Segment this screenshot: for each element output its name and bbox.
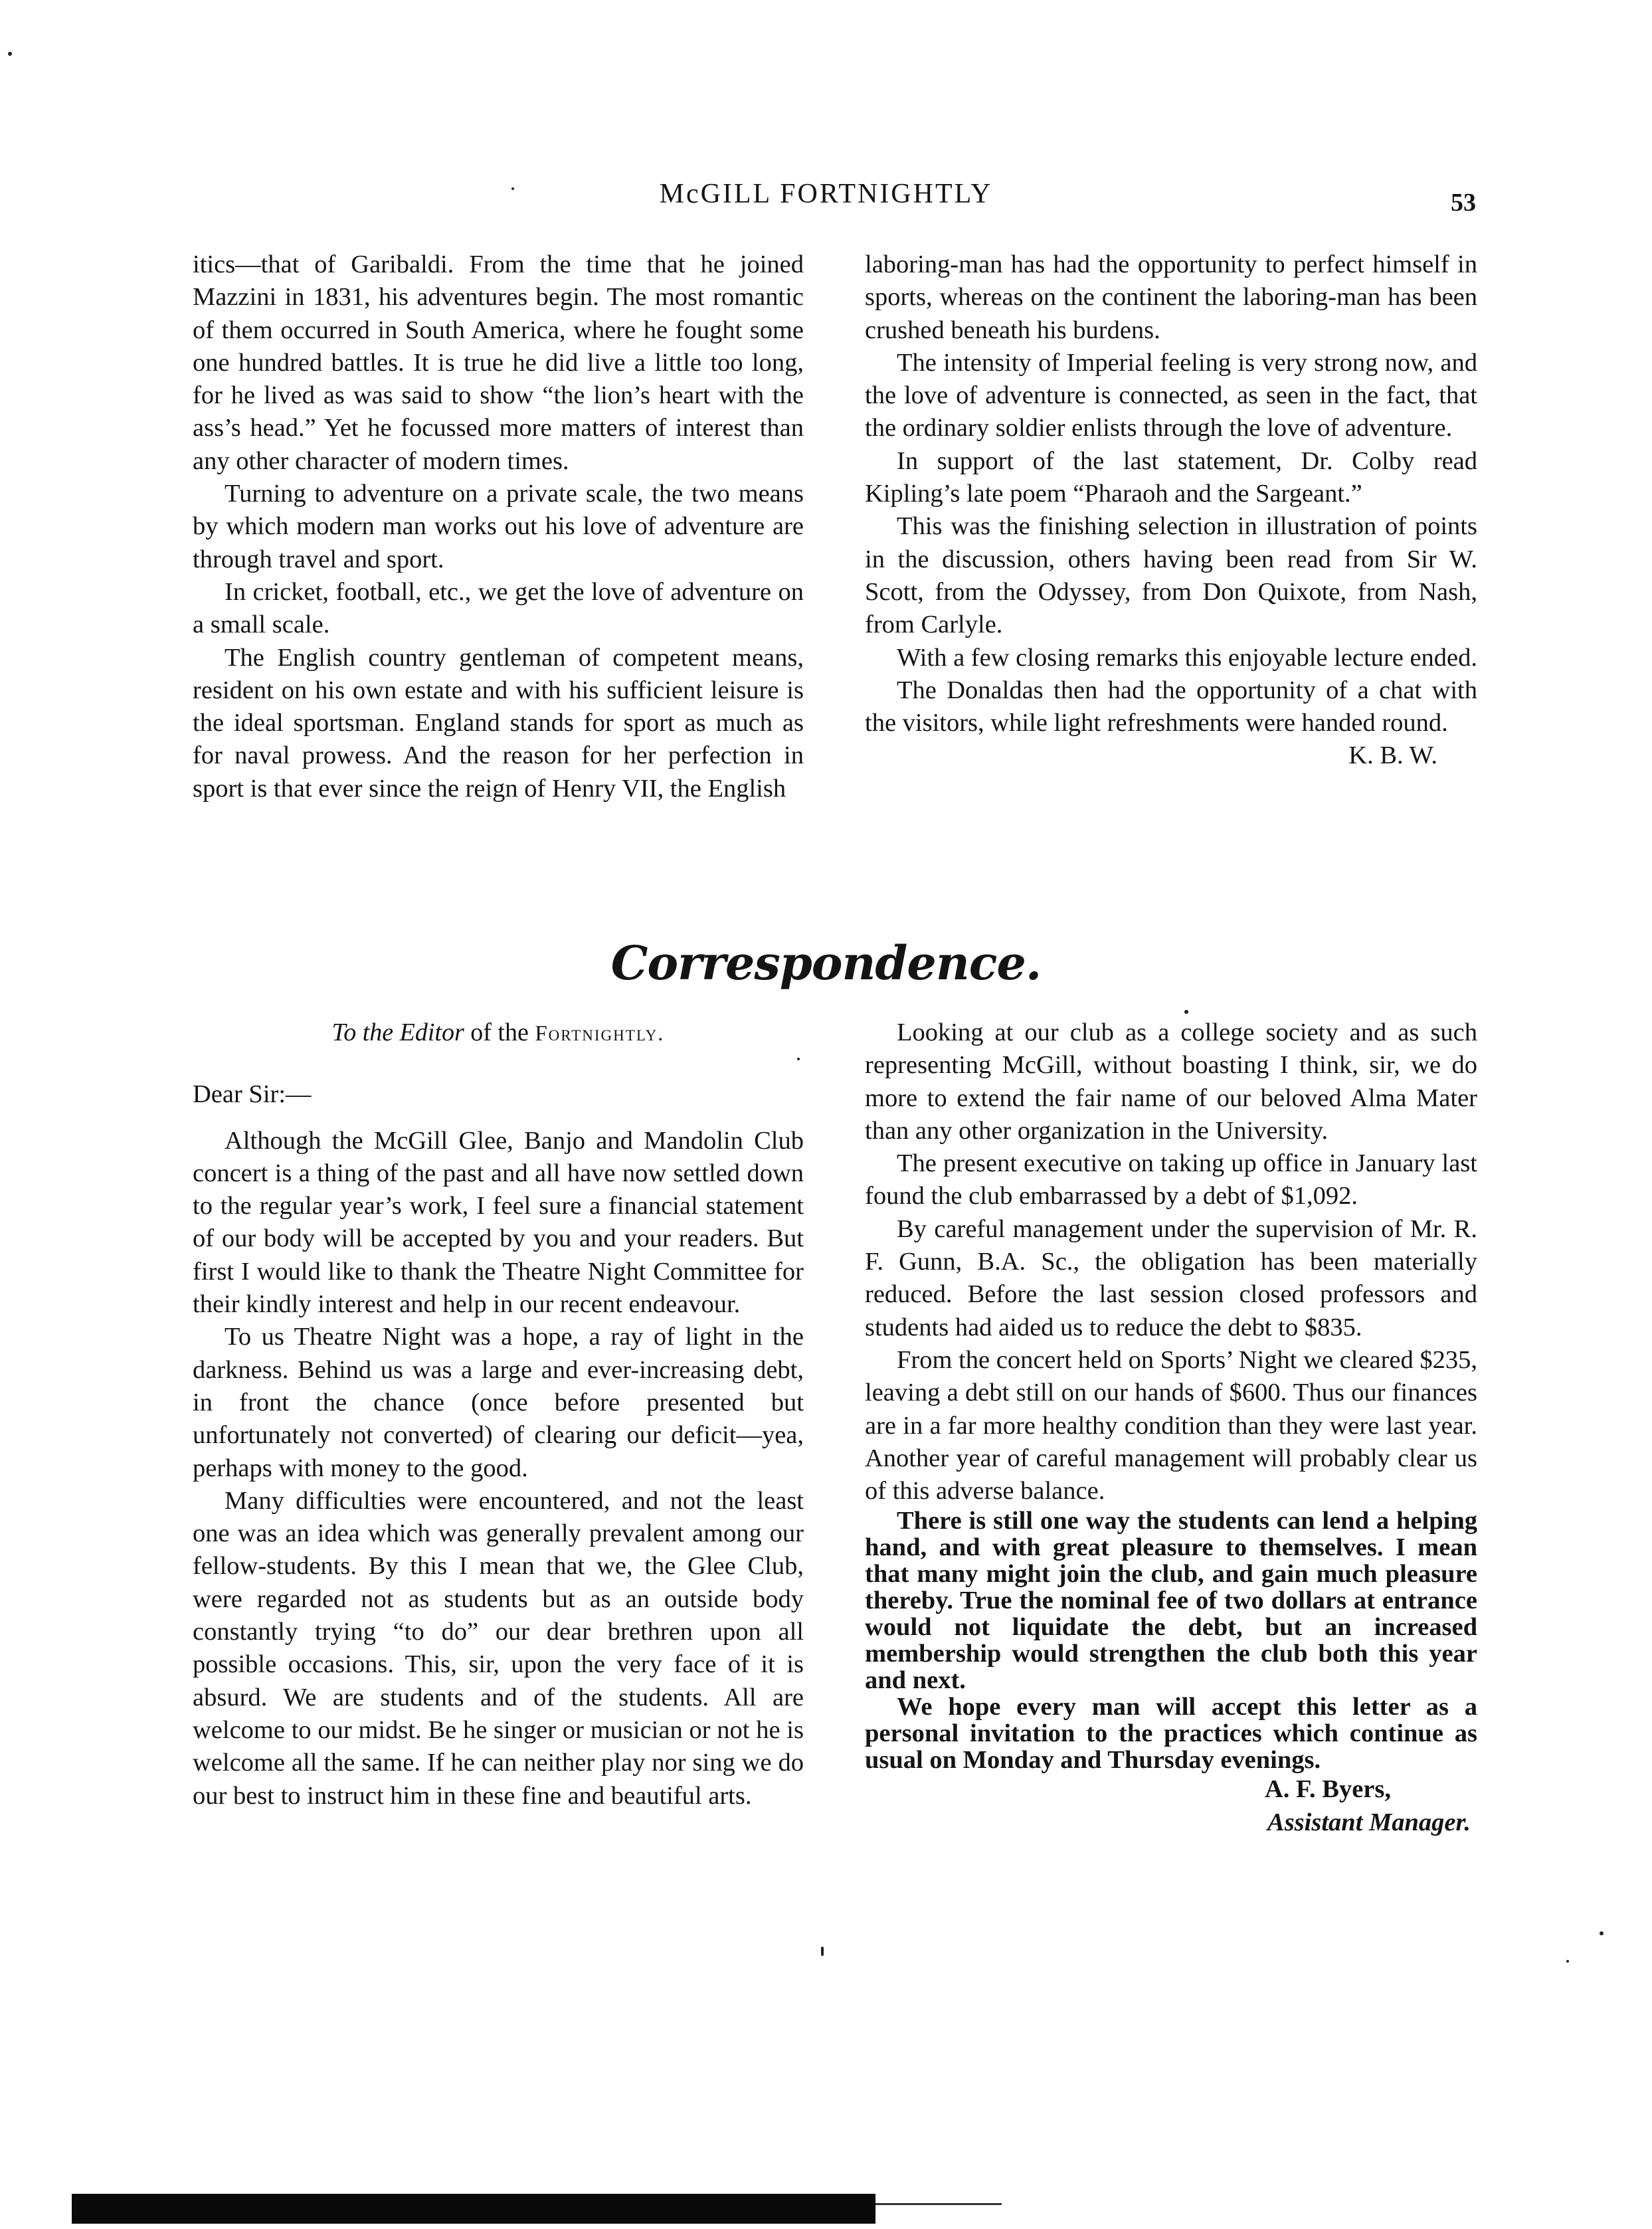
article-paragraph: In support of the last statement, Dr. Colby read Kipling’s late poem “Pharaoh and the Sargeant.” <box>865 446 1477 508</box>
article-paragraph: The Donaldas then had the opportunity of a chat with the visitors, while light refreshments were handed round. <box>865 676 1477 737</box>
article-column-left <box>193 248 804 805</box>
page-number: 53 <box>1451 189 1476 217</box>
letter-paragraph: To us Theatre Night was a hope, a ray of light in the darkness. Behind us was a large and ever-increasing debt, in front the chance (once before presented but unfortunately not converted) of clearing our deficit—yea, perhaps with money to the good. <box>193 1323 804 1482</box>
letter-paragraph: The present executive on taking up office in January last found the club embarrassed by a debt of $1,092. <box>865 1149 1477 1211</box>
scan-speck <box>1600 1931 1604 1935</box>
letter-greeting: Dear Sir:— <box>193 1080 312 1109</box>
scan-speck <box>797 1058 800 1060</box>
article-paragraph: The English country gentleman of competent means, resident on his own estate and with his sufficient leisure is the ideal sportsman. England stands for sport as much as for naval prowess. And the reason for her perfection in sport is that ever since the reign of Henry VII, the English <box>193 643 804 803</box>
scan-speck <box>8 52 12 56</box>
letter-signer-title: Assistant Manager. <box>1267 1808 1471 1836</box>
article-column-right <box>865 248 1477 773</box>
letter-column-right <box>865 1017 1477 1839</box>
section-heading-correspondence: Correspondence. <box>610 935 1042 991</box>
letter-paragraph: We hope every man will accept this letter as a personal invitation to the practices which continue as usual on Monday and Thursday evenings. <box>865 1693 1477 1775</box>
letter-paragraph: From the concert held on Sports’ Night we cleared $235, leaving a debt still on our hands of $600. Thus our finances are in a far more healthy condition than they were last year. Another year of careful management will probably clear us of this adverse balance. <box>865 1345 1477 1505</box>
article-paragraph: Turning to adventure on a private scale, the two means by which modern man works out his love of adventure are through travel and sport. <box>193 480 804 573</box>
addressee-of: of the <box>470 1018 529 1046</box>
letter-column-left <box>193 1017 804 1812</box>
scan-edge-line <box>875 2203 1002 2205</box>
letter-paragraph: By careful management under the supervision of Mr. R. F. Gunn, B.A. Sc., the obligation has been materially reduced. Before the last session closed professors and students had aided us to reduce the debt to $835. <box>865 1214 1477 1341</box>
scan-edge-bar <box>72 2194 875 2224</box>
article-paragraph: In cricket, football, etc., we get the love of adventure on a small scale. <box>193 577 804 639</box>
scan-speck <box>1184 1010 1188 1014</box>
scan-speck <box>1566 1960 1569 1963</box>
letter-paragraph: Looking at our club as a college society and as such representing McGill, without boasting I think, sir, we do more to extend the fair name of our beloved Alma Mater than any other organization in the University. <box>865 1018 1477 1145</box>
addressee-prefix: To the Editor <box>331 1018 464 1046</box>
article-paragraph: itics—that of Garibaldi. From the time that he joined Mazzini in 1831, his adventures begin. The most romantic of them occurred in South America, where he fought some one hundred battles. It is true he did live a little too long, for he lived as was said to show “the lion’s heart with the ass’s head.” Yet he focussed more matters of interest than any other character of modern times. <box>193 250 804 475</box>
addressee-publication: Fortnightly. <box>535 1022 665 1046</box>
letter-paragraph: There is still one way the students can lend a helping hand, and with great pleasure to themselves. I mean that many might join the club, and gain much pleasure thereby. True the nominal fee of two dollars at entrance would not liquidate the debt, but an increased membership would strengthen the club both this year and next. <box>865 1507 1477 1695</box>
article-signature: K. B. W. <box>1348 741 1437 770</box>
article-paragraph: This was the finishing selection in illustration of points in the discussion, others having been read from Sir W. Scott, from the Odyssey, from Don Quixote, from Nash, from Carlyle. <box>865 512 1477 639</box>
letter-signer-name: A. F. Byers, <box>1265 1775 1391 1804</box>
article-paragraph: The intensity of Imperial feeling is very strong now, and the love of adventure is connected, as seen in the fact, that the ordinary soldier enlists through the love of adventure. <box>865 348 1477 442</box>
running-header-title: McGILL FORTNIGHTLY <box>659 179 993 209</box>
letter-paragraph: Many difficulties were encountered, and not the least one was an idea which was generally prevalent among our fellow-students. By this I mean that we, the Glee Club, were regarded not as students but as an outside body constantly trying “to do” our dear brethren upon all possible occasions. This, sir, upon the very face of it is absurd. We are students and of the students. All are welcome to our midst. Be he singer or musician or not he is welcome all the same. If he can neither play nor sing we do our best to instruct him in these fine and beautiful arts. <box>193 1486 804 1810</box>
letter-addressee <box>193 1017 804 1050</box>
scan-speck <box>821 1947 824 1956</box>
article-paragraph: laboring-man has had the opportunity to perfect himself in sports, whereas on the continent the laboring-man has been crushed beneath his burdens. <box>865 250 1477 344</box>
article-paragraph: With a few closing remarks this enjoyable lecture ended. <box>897 643 1478 672</box>
letter-paragraph: Although the McGill Glee, Banjo and Mandolin Club concert is a thing of the past and all have now settled down to the regular year’s work, I feel sure a financial statement of our body will be accepted by you and your readers. But first I would like to thank the Theatre Night Committee for their kindly interest and help in our recent endeavour. <box>193 1126 804 1319</box>
scan-speck <box>511 187 514 190</box>
